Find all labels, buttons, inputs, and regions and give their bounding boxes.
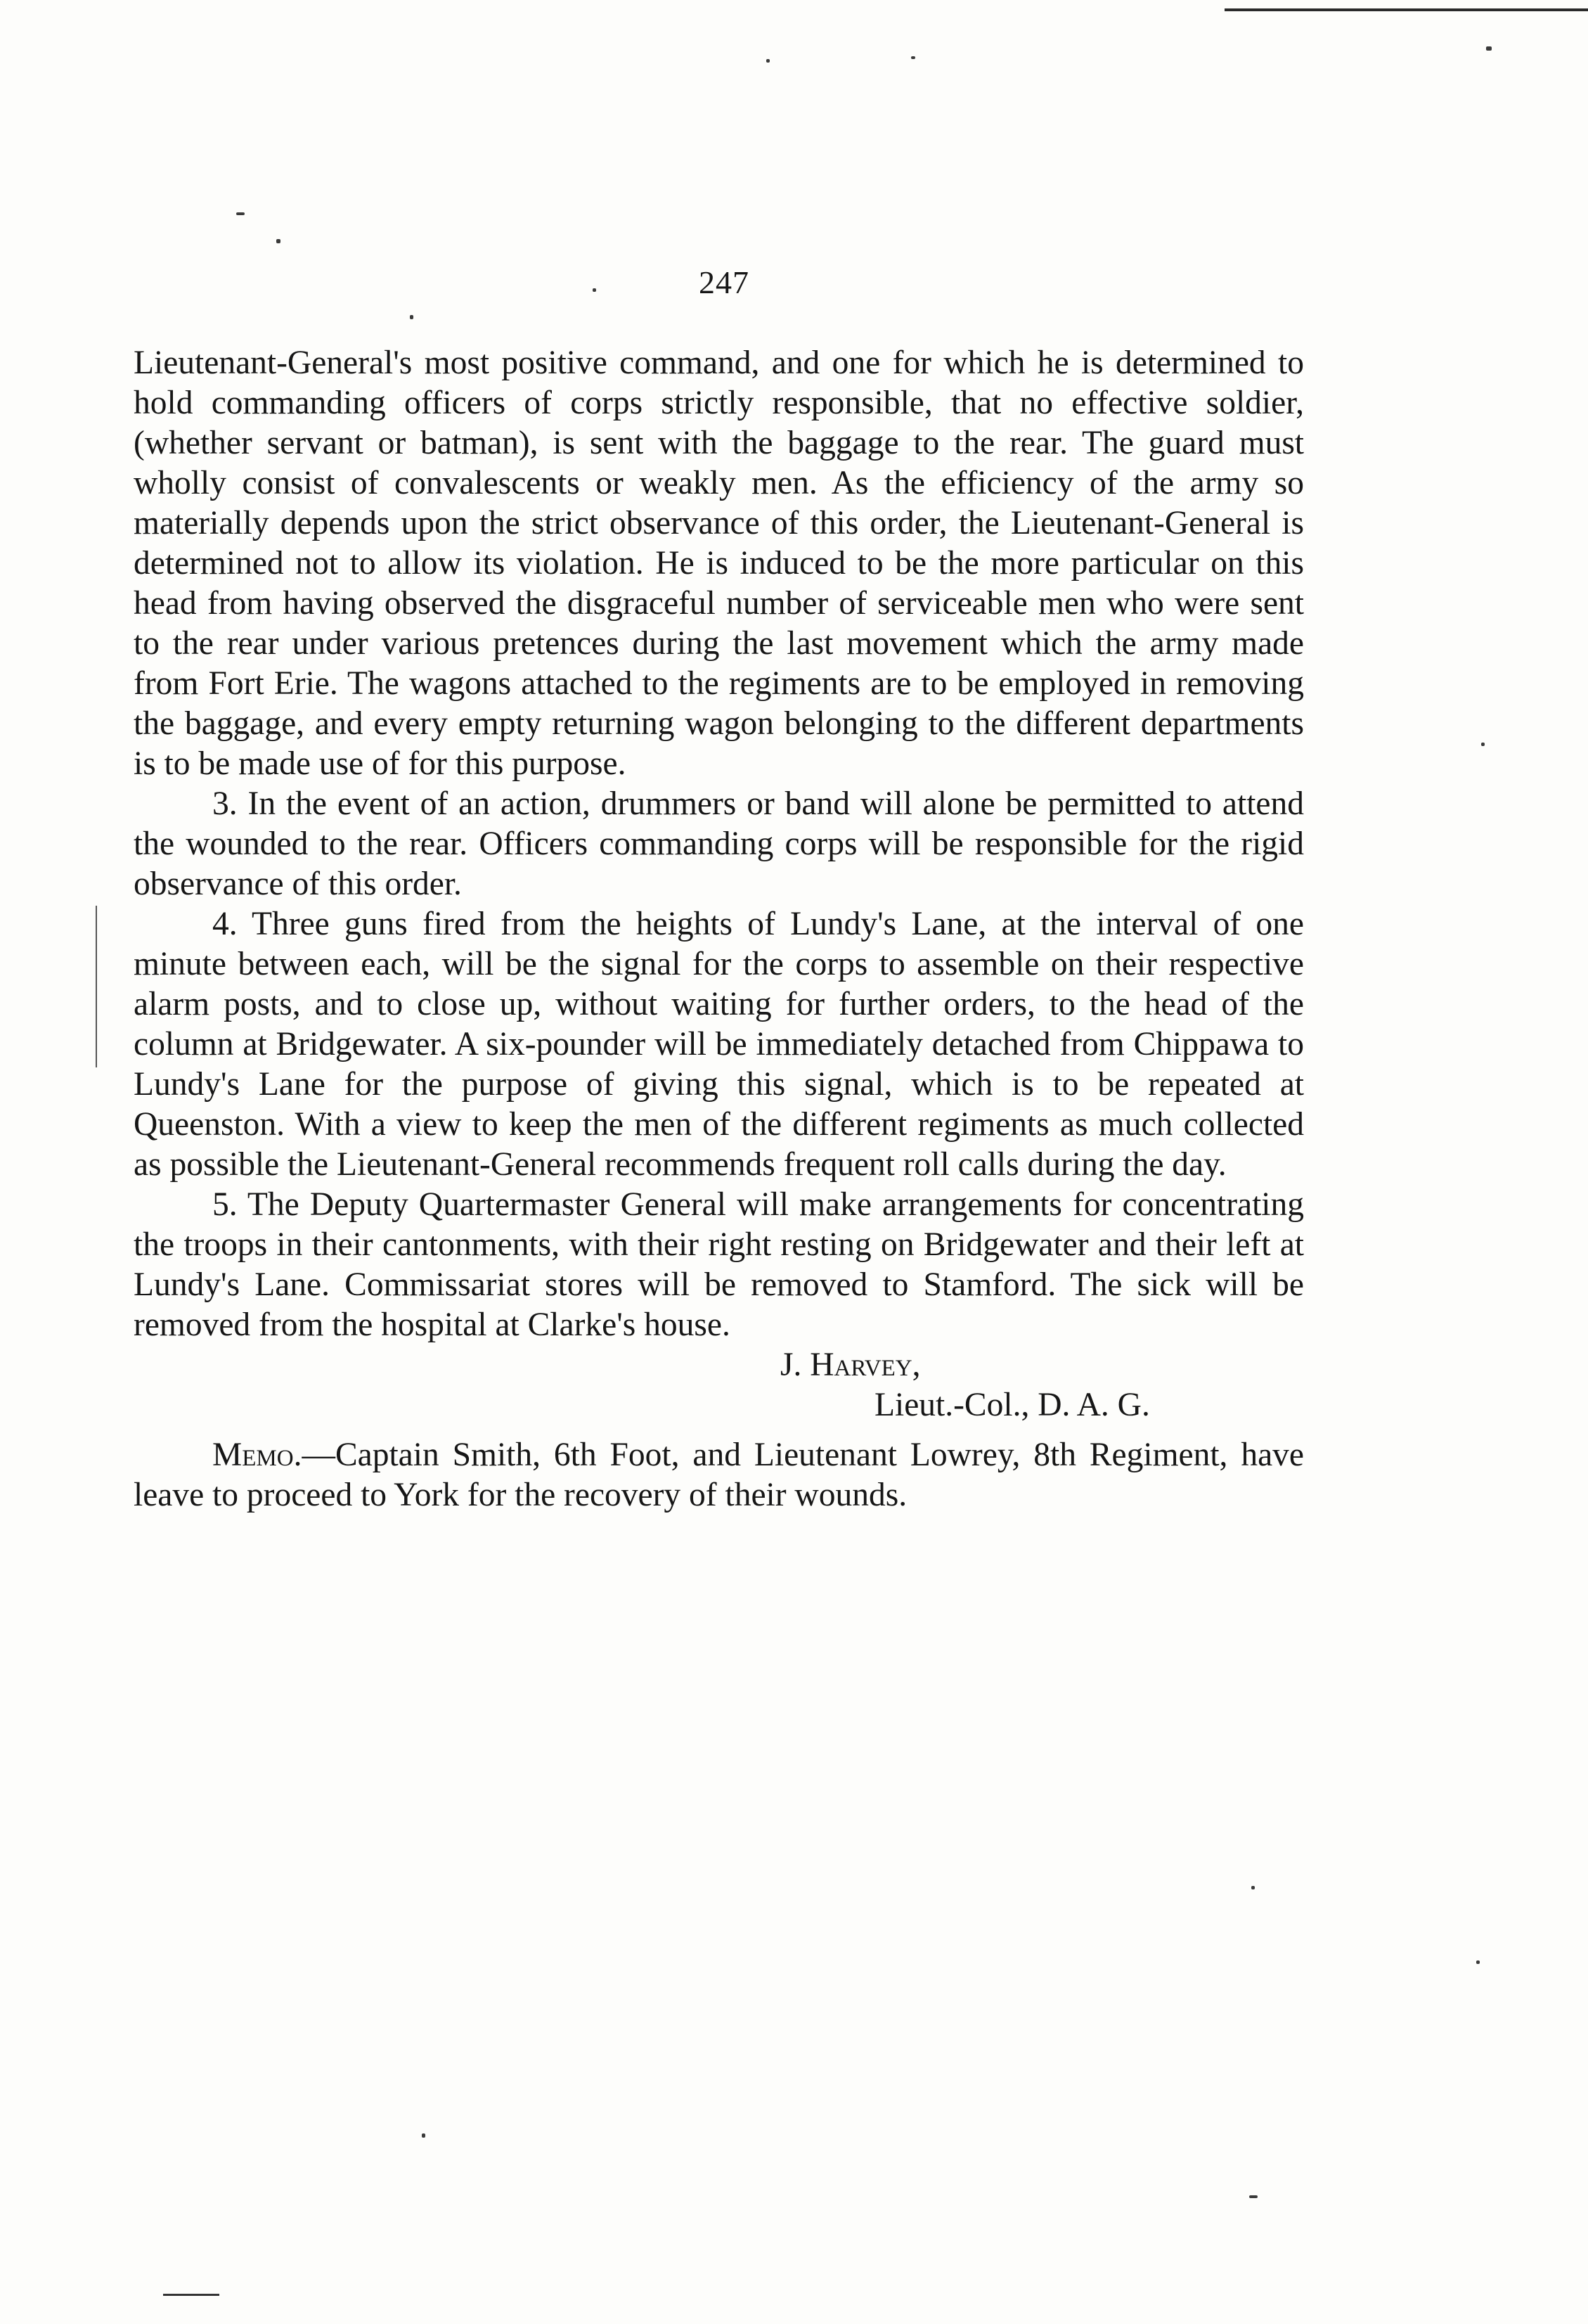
scan-speck <box>1251 1886 1255 1889</box>
scan-speck <box>422 2133 425 2138</box>
top-rule <box>1225 8 1588 11</box>
signature-title: Lieut.-Col., D. A. G. <box>874 1387 1150 1423</box>
memo-text: —Captain Smith, 6th Foot, and Lieutenant Lowrey, 8th Regiment, have leave to proceed to York for the recovery of their wounds. <box>134 1437 1304 1513</box>
scan-speck <box>1481 743 1485 746</box>
scan-speck <box>410 315 413 319</box>
scan-speck <box>911 56 915 59</box>
scan-speck <box>1476 1960 1480 1964</box>
page-body <box>134 343 1304 1515</box>
paragraph-5: 5. The Deputy Quartermaster General will make arrangements for concentrating the troops in their cantonments, with their right resting on Bridgewater and their left at Lundy's Lane. Commissariat stores will be removed to Stamford. The sick will be removed from the hospital at Clarke's house. <box>134 1186 1304 1343</box>
signature-initial: J. <box>780 1347 811 1383</box>
scan-speck <box>276 239 280 243</box>
signature-surname: Harvey, <box>810 1347 921 1383</box>
memo <box>134 1435 1304 1515</box>
page-number: 247 <box>699 264 749 300</box>
paragraph-4: 4. Three guns fired from the heights of Lundy's Lane, at the interval of one minute between each, will be the signal for the corps to assemble on their respective alarm posts, and to close up, without waiting for further orders, to the head of the column at Bridgewater. A six-pounder will be immediately detached from Chippawa to Lundy's Lane for the purpose of giving this signal, which is to be repeated at Queenston. With a view to keep the men of the different regiments as much collected as possible the Lieutenant-General recommends frequent roll calls during the day. <box>134 906 1304 1183</box>
memo-label: Memo. <box>212 1437 302 1473</box>
paragraph-continued: Lieutenant-General's most positive command, and one for which he is determined to hold commanding officers of corps strictly responsible, that no effective soldier, (whether servant or batman), is sent with the baggage to the rear. The guard must wholly consist of convalescents or weakly men. As the efficiency of the army so materially depends upon the strict observance of this order, the Lieutenant-General is determined not to allow its violation. He is induced to be the more particular on this head from having observed the disgraceful number of serviceable men who were sent to the rear under various pretences during the last movement which the army made from Fort Erie. The wagons attached to the regiments are to be employed in removing the baggage, and every empty returning wagon belonging to the different departments is to be made use of for this purpose. <box>134 345 1304 782</box>
scan-speck <box>1249 2195 1258 2198</box>
margin-mark <box>96 906 97 1067</box>
scan-speck <box>1486 46 1492 51</box>
bottom-rule-mark <box>163 2294 219 2296</box>
signature-name <box>134 1345 1304 1385</box>
paragraph-3: 3. In the event of an action, drummers or band will alone be permitted to attend the wounded to the rear. Officers commanding corps will be responsible for the rigid observance of this order. <box>134 785 1304 902</box>
scan-speck <box>766 59 770 63</box>
scan-speck <box>236 212 245 215</box>
